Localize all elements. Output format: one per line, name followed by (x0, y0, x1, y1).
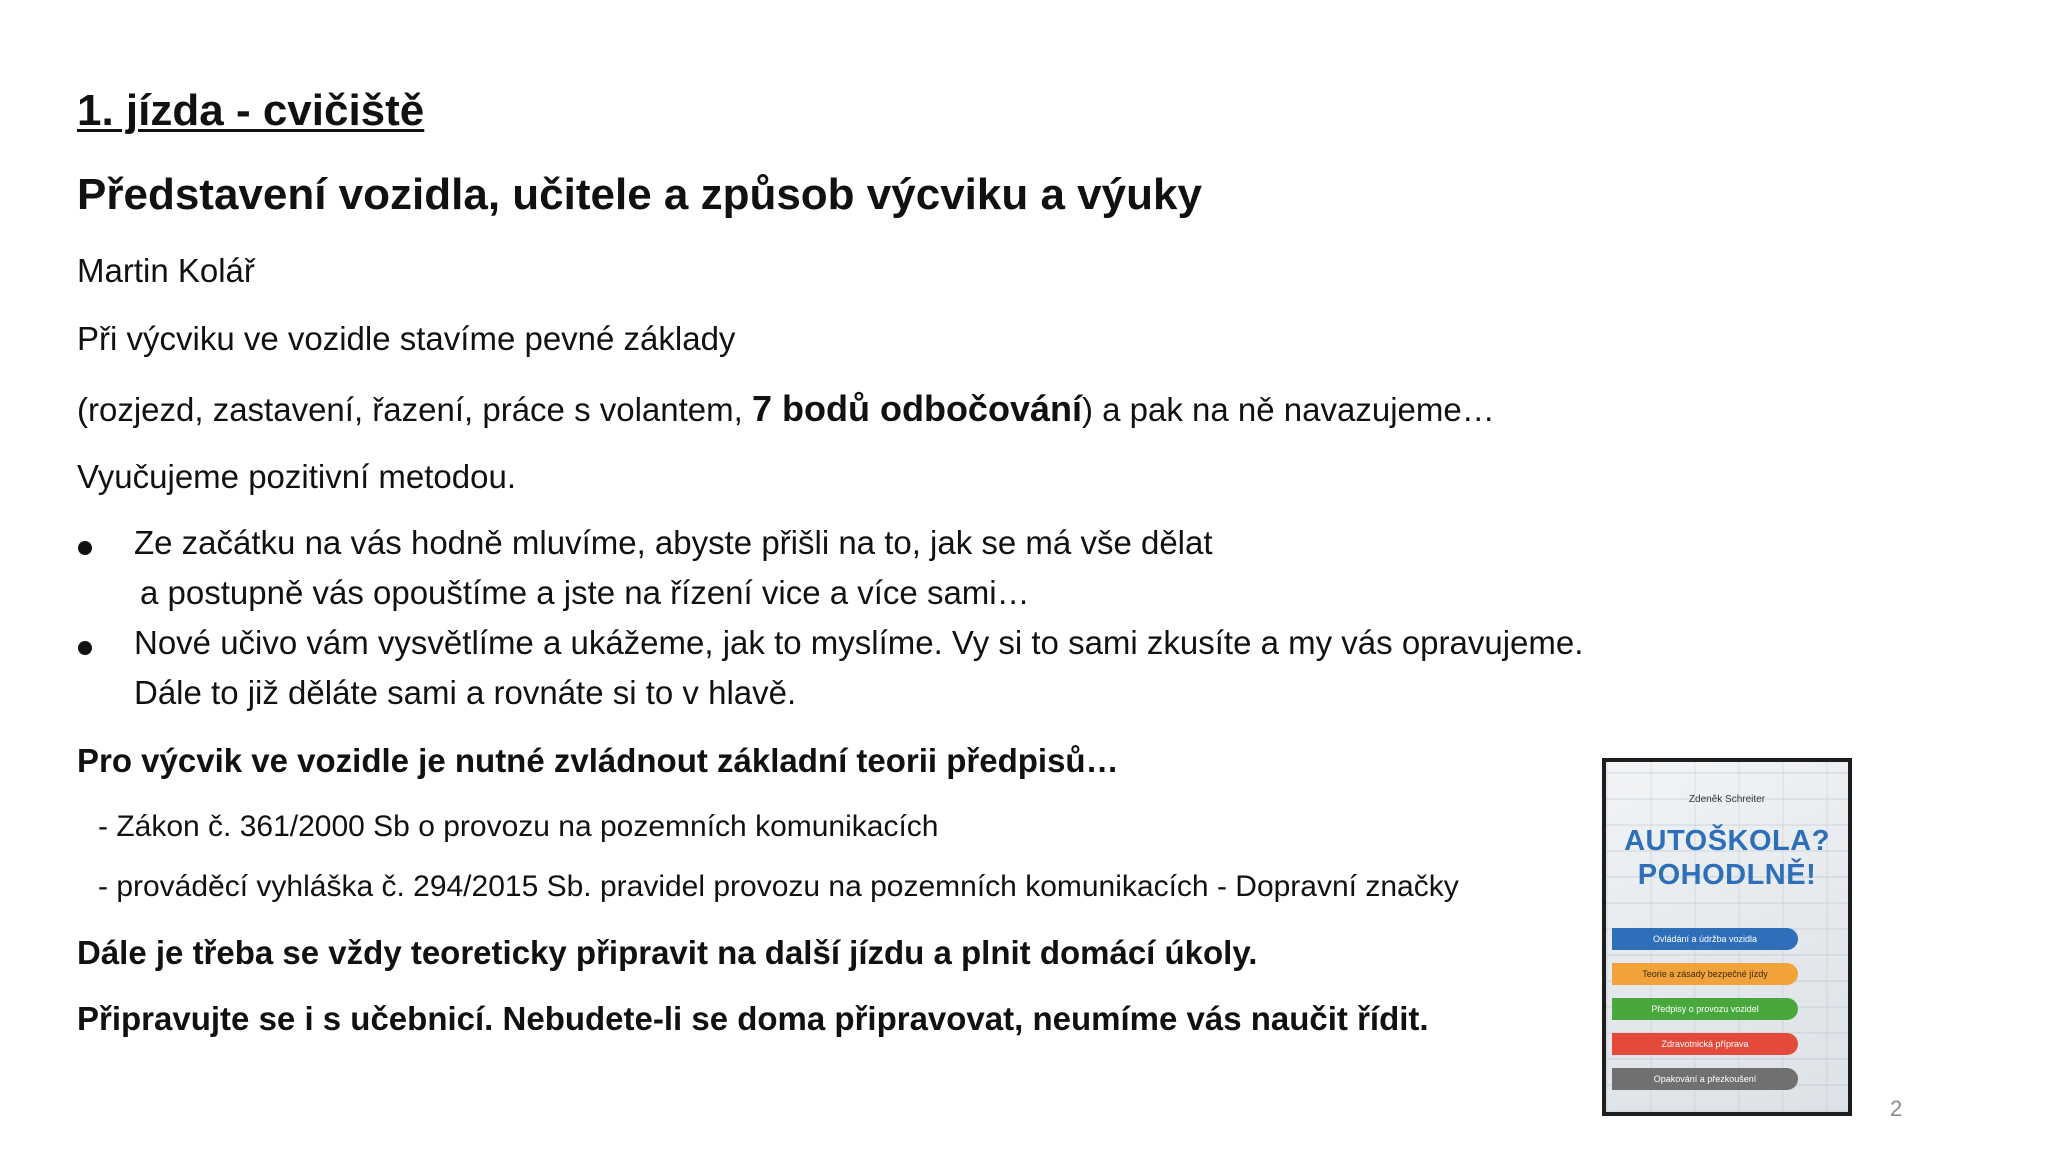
book-title (1606, 824, 1848, 892)
book-title-line-1: AUTOŠKOLA? (1624, 825, 1830, 857)
paragraph-skills-bold: 7 bodů odbočování (751, 388, 1082, 429)
bullet-1-line-1: Ze začátku na vás hodně mluvíme, abyste přišli na to, jak se má vše dělat (134, 524, 1213, 561)
paragraph-skills-start: (rozjezd, zastavení, řazení, práce s volantem, (77, 391, 752, 428)
bullet-1-line-2: a postupně vás opouštíme a jste na řízení vice a více sami… (140, 574, 1030, 611)
book-chapter-bar: Předpisy o provozu vozidel (1612, 998, 1798, 1020)
book-chapter-bar: Teorie a zásady bezpečné jízdy (1612, 963, 1798, 985)
bullet-2-line-1: Nové učivo vám vysvětlíme a ukážeme, jak to myslíme. Vy si to sami zkusíte a my vás opravujeme. (134, 624, 1584, 661)
book-chapter-bar: Zdravotnická příprava (1612, 1033, 1798, 1055)
author-name: Martin Kolář (77, 252, 255, 289)
paragraph-skills (77, 388, 1495, 430)
slide-title: 1. jízda - cvičiště (77, 86, 425, 135)
paragraph-method: Vyučujeme pozitivní metodou. (77, 458, 517, 495)
book-cover-image (1602, 758, 1852, 1116)
paragraph-skills-end: ) a pak na ně navazujeme… (1081, 391, 1495, 428)
bullet-dot (78, 541, 92, 555)
book-title-line-2: POHODLNĚ! (1637, 859, 1817, 891)
preparation-note: Dále je třeba se vždy teoreticky připravit na další jízdu a plnit domácí úkoly. (77, 934, 1258, 971)
paragraph-foundations: Při výcviku ve vozidle stavíme pevné základy (77, 320, 736, 357)
law-item-decree: - prováděcí vyhláška č. 294/2015 Sb. pravidel provozu na pozemních komunikacích - Dopravní značky (98, 870, 1459, 903)
book-author: Zdeněk Schreiter (1688, 794, 1766, 805)
slide-subtitle: Představení vozidla, učitele a způsob výcviku a výuky (77, 170, 1202, 219)
textbook-note: Připravujte se i s učebnicí. Nebudete-li se doma připravovat, neumíme vás naučit řídit. (77, 1000, 1429, 1037)
bullet-2-line-2: Dále to již děláte sami a rovnáte si to v hlavě. (134, 674, 797, 711)
bullet-dot (78, 641, 92, 655)
law-item-act: - Zákon č. 361/2000 Sb o provozu na pozemních komunikacích (98, 810, 939, 843)
requirement-heading: Pro výcvik ve vozidle je nutné zvládnout základní teorii předpisů… (77, 742, 1119, 779)
page-number: 2 (1890, 1096, 1903, 1121)
book-chapter-bar: Ovládání a údržba vozidla (1612, 928, 1798, 950)
book-chapter-bar: Opakování a přezkoušení (1612, 1068, 1798, 1090)
